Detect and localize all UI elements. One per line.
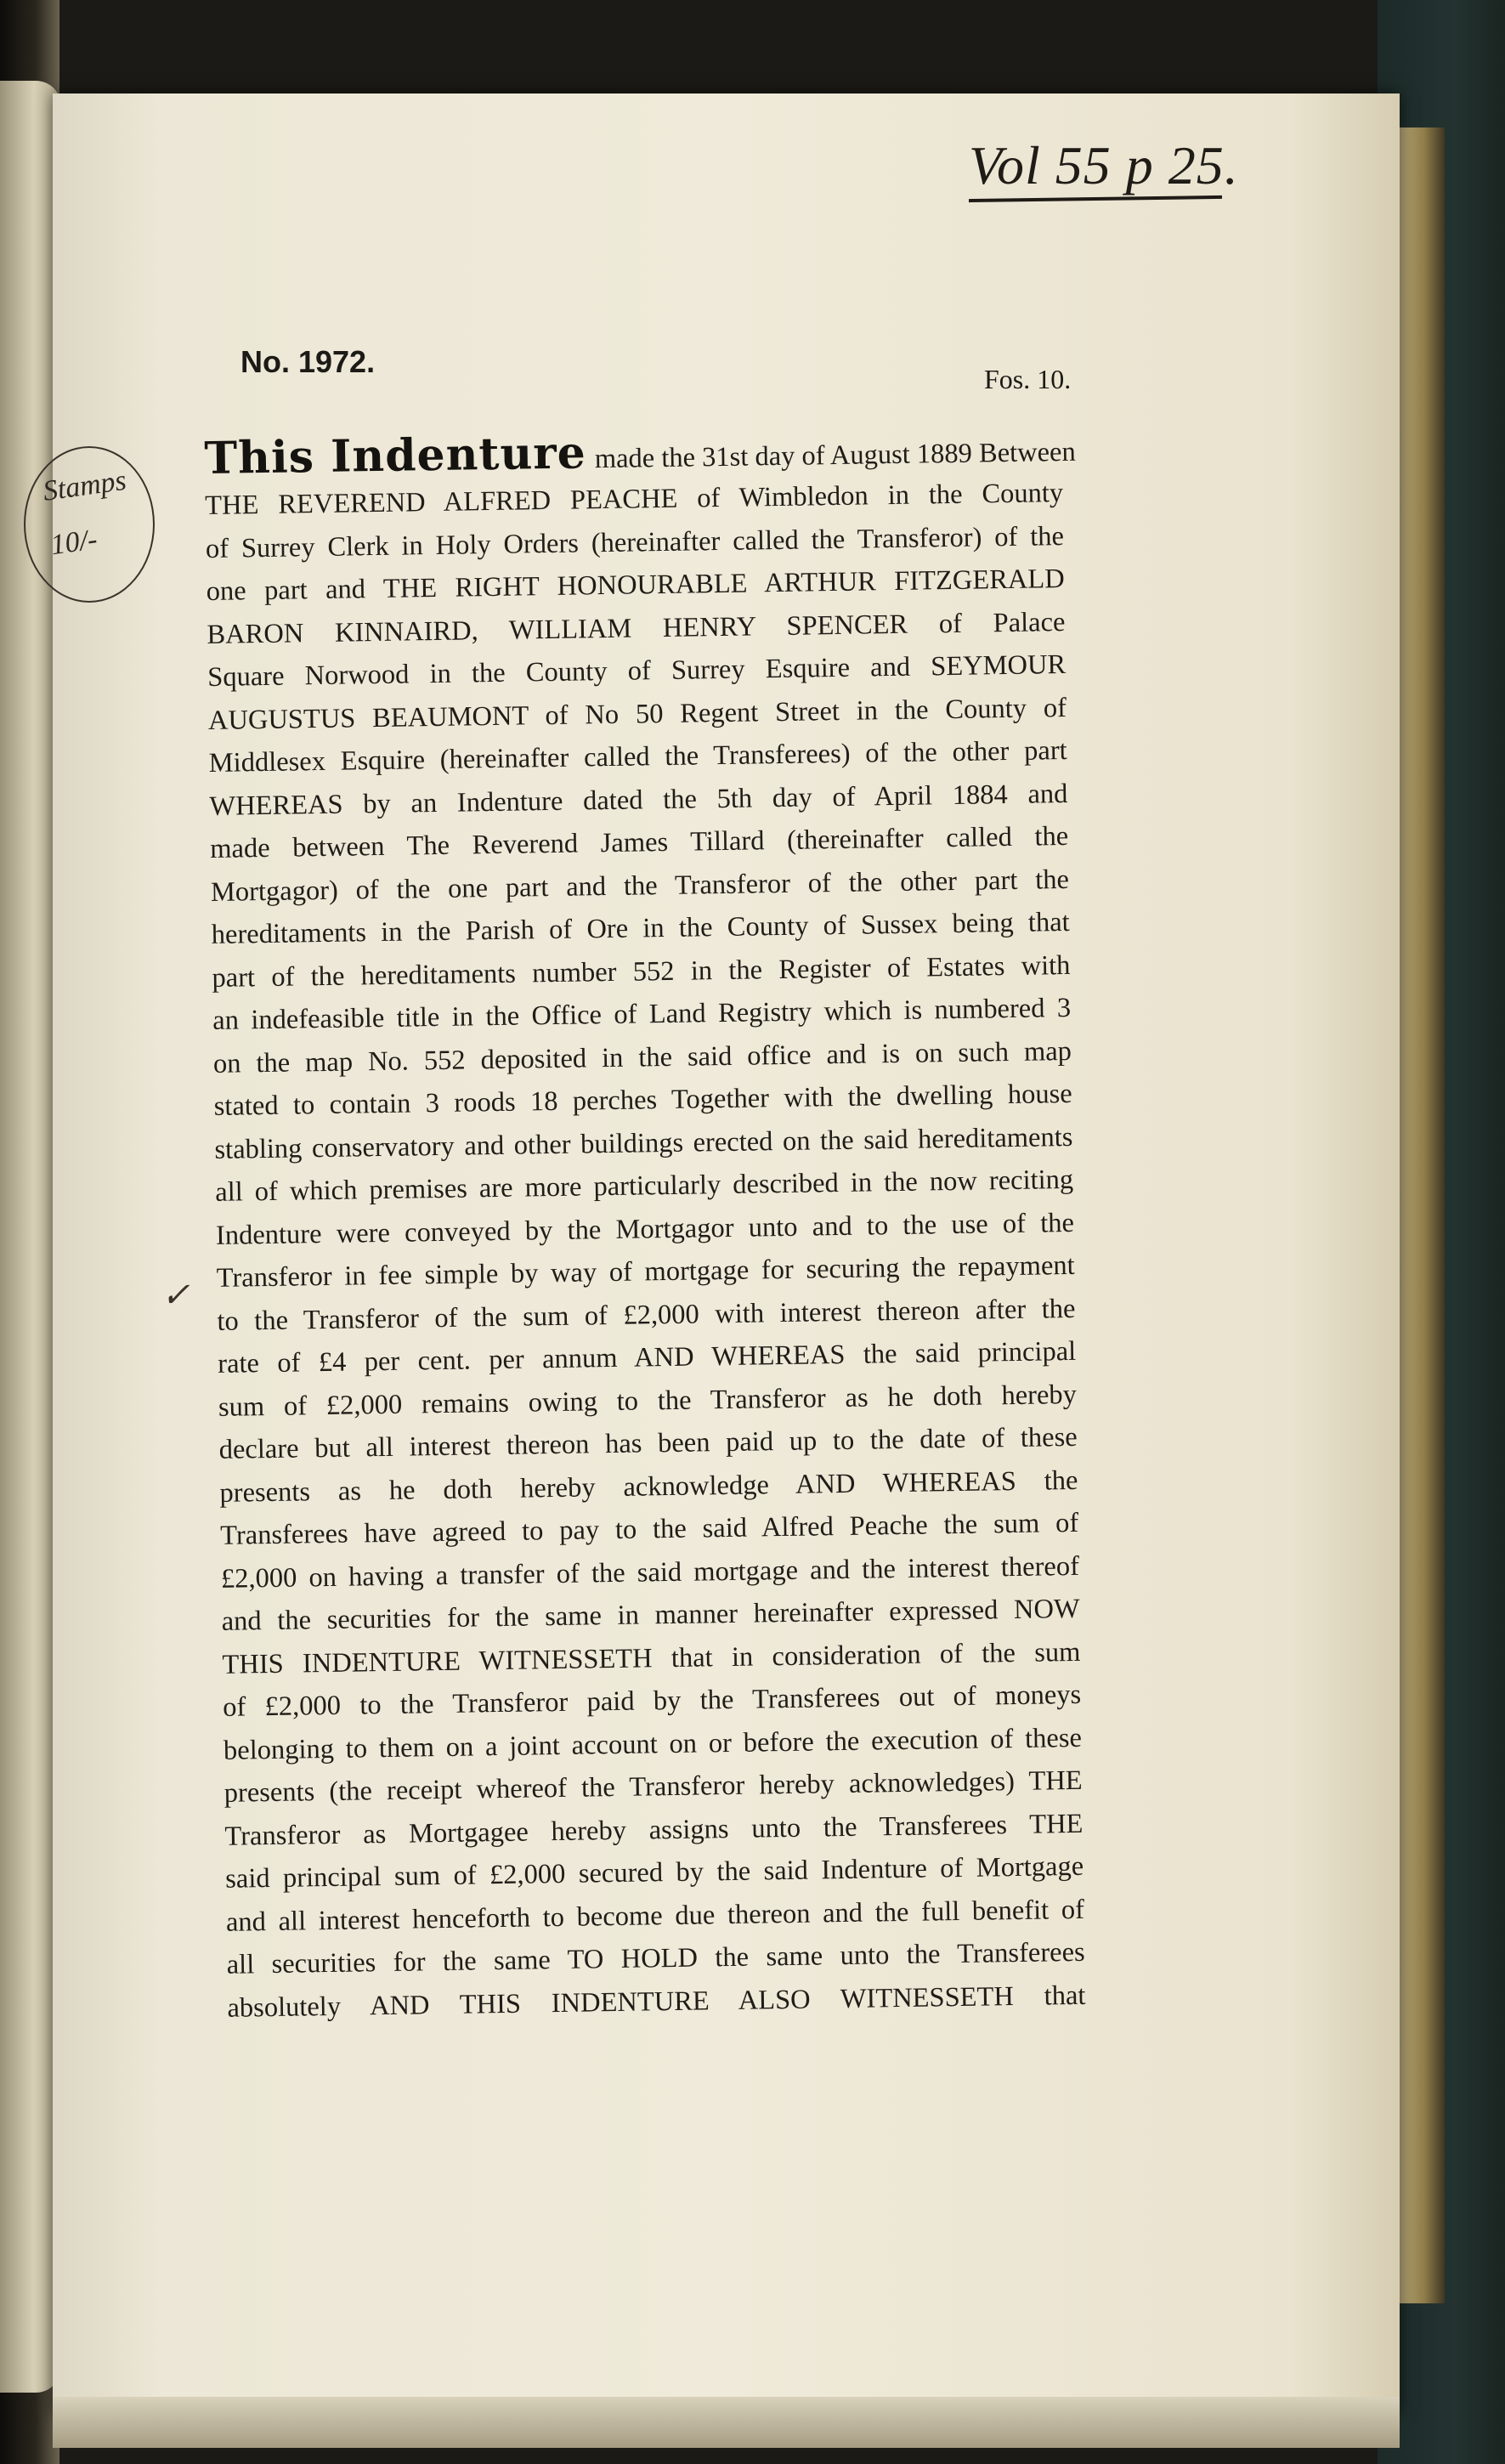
deed-line: £2,000 on having a transfer of the said mortgage and the interest thereof [220,1550,1080,1595]
deed-line: THIS INDENTURE WITNESSETH that in consideration of the sum [222,1636,1081,1680]
margin-tick-mark: ✓ [161,1276,190,1314]
volume-reference [969,134,1239,197]
deed-line: Middlesex Esquire (hereinafter called the Transferees) of the other part [208,734,1067,779]
deed-line: absolutely AND THIS INDENTURE ALSO WITNESSETH that [227,1980,1086,2024]
deed-line: declare but all interest thereon has been paid up to the date of these [218,1421,1078,1465]
indenture-heading: This Indenture [203,427,587,484]
page-bottom-edge [53,2397,1400,2448]
deed-line: all of which premises are more particularly described in the now reciting [214,1164,1074,1208]
deed-line: on the map No. 552 deposited in the said office and is on such map [212,1035,1072,1079]
deed-line: all securities for the same TO HOLD the same unto the Transferees [226,1936,1085,1980]
deed-line: an indefeasible title in the Office of Land Registry which is numbered 3 [212,992,1072,1036]
volume-reference-text: Vol 55 p 25. [969,135,1239,195]
deed-line: sum of £2,000 remains owing to the Transferor as he doth hereby [218,1379,1078,1423]
deed-line: THE REVEREND ALFRED PEACHE of Wimbledon in the County [204,478,1064,521]
deed-line: one part and THE RIGHT HONOURABLE ARTHUR FITZGERALD [206,563,1065,607]
deed-line: and all interest henceforth to become due thereon and the full benefit of [225,1894,1085,1938]
deed-line: belonging to them on a joint account on or before the execution of these [223,1722,1083,1766]
deed-line: to the Transferor of the sum of £2,000 with interest thereon after the [217,1293,1076,1337]
deed-line: rate of £4 per cent. per annum AND WHEREAS the said principal [217,1335,1077,1379]
deed-line: hereditaments in the Parish of Ore in the County of Sussex being that [211,906,1070,950]
deed-line: stabling conservatory and other buildings erected on the said hereditaments [214,1121,1073,1165]
deed-line: stated to contain 3 roods 18 perches Together with the dwelling house [213,1078,1072,1122]
deed-line: Transferor as Mortgagee hereby assigns unto the Transferees THE [224,1808,1083,1852]
deed-line: Mortgagor) of the one part and the Transferor of the other part the [210,864,1070,908]
folio-count: Fos. 10. [984,364,1072,394]
deed-line: presents as he doth hereby acknowledge AND WHEREAS the [219,1464,1078,1509]
deed-line: WHEREAS by an Indenture dated the 5th day of April 1884 and [209,778,1068,822]
deed-line: Indenture were conveyed by the Mortgagor unto and to the use of the [215,1207,1075,1251]
deed-line-text: made the 31st day of August 1889 Between [594,436,1076,475]
deed-line: of Surrey Clerk in Holy Orders (hereinafter called the Transferor) of the [205,520,1065,564]
indenture-text [204,421,1112,2030]
deed-line: of £2,000 to the Transferor paid by the Transferees out of moneys [222,1679,1082,1723]
document-number: No. 1972. [240,344,376,379]
deed-line: part of the hereditaments number 552 in the Register of Estates with [212,949,1071,994]
deed-line: and the securities for the same in manner hereinafter expressed NOW [221,1593,1080,1637]
stamp-duty-note: Stamps 10/- [41,464,128,562]
deed-line: made between The Reverend James Tillard (thereinafter called the [209,820,1069,864]
deed-line: Transferor in fee simple by way of mortgage for securing the repayment [216,1249,1075,1294]
deed-line: Transferees have agreed to pay to the said Alfred Peache the sum of [219,1507,1079,1551]
deed-line: Square Norwood in the County of Surrey Esquire and SEYMOUR [207,649,1067,693]
deed-line: BARON KINNAIRD, WILLIAM HENRY SPENCER of Palace [207,606,1066,650]
deed-line: presents (the receipt whereof the Transferor hereby acknowledges) THE [223,1764,1083,1809]
deed-line: said principal sum of £2,000 secured by the said Indenture of Mortgage [224,1850,1084,1895]
deed-line: AUGUSTUS BEAUMONT of No 50 Regent Street in the County of [207,692,1067,736]
